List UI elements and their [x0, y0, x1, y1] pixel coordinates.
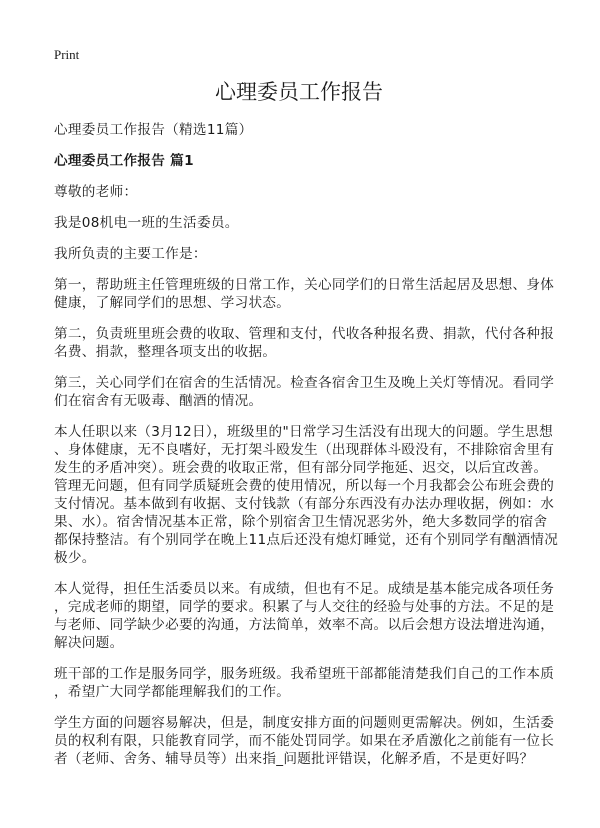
- paragraph-line: 第三，关心同学们在宿舍的生活情况。检查各宿舍卫生及晚上关灯等情况。看同学: [54, 375, 555, 391]
- paragraph-line: 解决问题。: [54, 635, 124, 651]
- paragraph-line: 员的权利有限，只能教育同学，而不能处罚同学。如果在矛盾激化之前能有一位长: [54, 733, 555, 749]
- paragraph-line: 健康，了解同学们的思想、学习状态。: [54, 295, 291, 311]
- paragraph-line: 果、水）。宿舍情况基本正常，除个别宿舍卫生情况恶劣外，绝大多数同学的宿舍: [54, 514, 548, 530]
- paragraph-line: 与老师、同学缺少必要的沟通，方法简单，效率不高。以后会想方设法增进沟通，: [54, 617, 555, 633]
- paragraph-line: 班干部的工作是服务同学，服务班级。我希望班干部都能清楚我们自己的工作本质: [54, 666, 555, 682]
- paragraph: [54, 245, 554, 263]
- print-link[interactable]: Print: [54, 47, 80, 62]
- paragraph-line: 我是08机电一班的生活委员。: [54, 215, 239, 231]
- paragraph: [54, 714, 554, 768]
- section-heading: 心理委员工作报告 篇1: [54, 153, 194, 169]
- paragraph-line: 我所负责的主要工作是：: [54, 246, 207, 262]
- paragraph-line: 第一，帮助班主任管理班级的日常工作，关心同学们的日常生活起居及思想、身体: [54, 277, 555, 293]
- paragraph: [54, 580, 554, 652]
- paragraph-line: 者（老师、舍务、辅导员等）出来指_问题批评错误，化解矛盾，不是更好吗？: [54, 751, 534, 767]
- paragraph-line: 都保持整洁。有个别同学在晚上11点后还没有熄灯睡觉，还有个别同学有酗酒情况: [54, 532, 559, 548]
- paragraph-line: 、身体健康，无不良嗜好，无打架斗殴发生（出现群体斗殴没有，不排除宿舍里有: [54, 442, 555, 458]
- page-title: 心理委员工作报告: [215, 80, 383, 104]
- subtitle: 心理委员工作报告（精选11篇）: [54, 122, 253, 138]
- paragraph: [54, 423, 559, 567]
- paragraph-line: ，完成老师的期望，同学的要求。积累了与人交往的经验与处事的方法。不足的是: [54, 599, 555, 615]
- paragraph-line: 发生的矛盾冲突）。班会费的收取正常，但有部分同学拖延、迟交，以后宜改善。: [54, 460, 548, 476]
- paragraph: [54, 374, 554, 410]
- paragraph-line: 第二，负责班里班会费的收取、管理和支付，代收各种报名费、捐款，代付各种报: [54, 326, 555, 342]
- document-body: [54, 183, 559, 768]
- paragraph-line: 们在宿舍有无吸毒、酗酒的情况。: [54, 393, 263, 409]
- document-page: [54, 47, 559, 781]
- paragraph: [54, 325, 554, 361]
- paragraph: [54, 183, 554, 201]
- paragraph: [54, 214, 554, 232]
- paragraph-line: 管理无问题，但有同学质疑班会费的使用情况，所以每一个月我都会公布班会费的: [54, 478, 555, 494]
- paragraph-line: ，希望广大同学都能理解我们的工作。: [54, 684, 291, 700]
- paragraph: [54, 276, 554, 312]
- paragraph: [54, 665, 554, 701]
- paragraph-line: 支付情况。基本做到有收据、支付钱款（有部分东西没有办法办理收据，例如：水: [54, 496, 555, 512]
- paragraph-line: 尊敬的老师：: [54, 184, 138, 200]
- paragraph-line: 极少。: [54, 550, 96, 566]
- paragraph-line: 学生方面的问题容易解决，但是，制度安排方面的问题则更需解决。例如，生活委: [54, 715, 555, 731]
- paragraph-line: 本人任职以来（3月12日），班级里的"日常学习生活没有出现大的问题。学生思想: [54, 424, 553, 440]
- paragraph-line: 本人觉得，担任生活委员以来。有成绩，但也有不足。成绩是基本能完成各项任务: [54, 581, 555, 597]
- paragraph-line: 名费、捐款，整理各项支出的收据。: [54, 344, 277, 360]
